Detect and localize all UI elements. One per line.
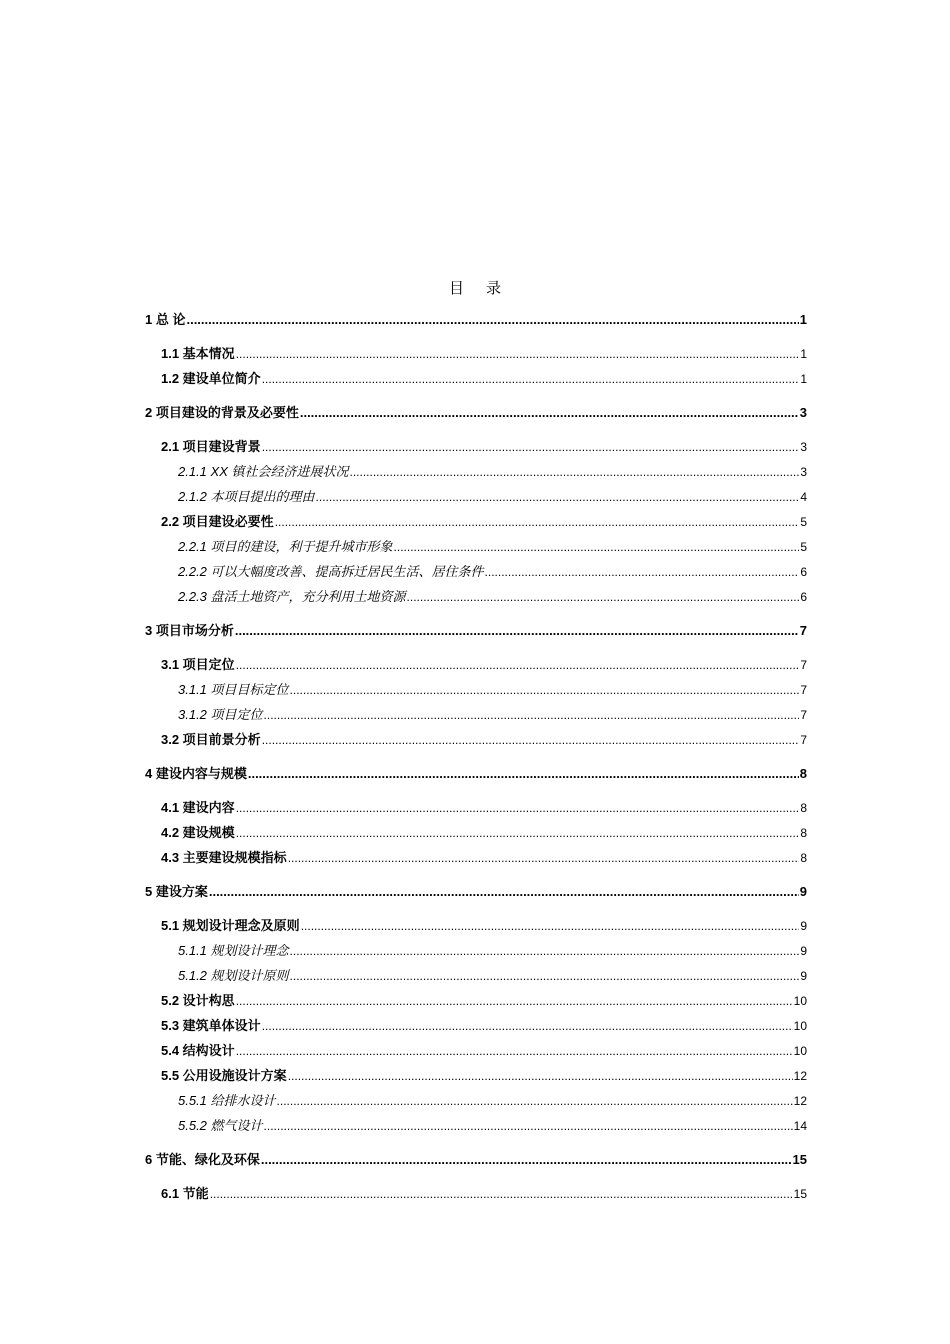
toc-leader-dots [236,798,800,818]
toc-leader-dots [300,403,799,423]
toc-leader-dots [235,621,799,641]
toc-entry-label: 1 总 论 [145,312,186,327]
toc-entry-label: 5.5.1 给排水设计 [178,1093,276,1108]
toc-entry[interactable] [161,1066,807,1086]
toc-entry-page: 6 [800,590,807,604]
toc-entry-label: 3.1.1 项目目标定位 [178,682,289,697]
toc-entry-label: 2.2.3 盘活土地资产，充分利用土地资源 [178,589,406,604]
toc-entry-label: 2 项目建设的背景及必要性 [145,405,299,420]
toc-leader-dots [290,941,800,961]
toc-entry-label: 3 项目市场分析 [145,623,234,638]
toc-entry[interactable] [178,562,807,582]
toc-leader-dots [277,1091,793,1111]
toc-entry-page: 14 [793,1119,807,1133]
toc-entry[interactable] [161,1016,807,1036]
toc-entry-page: 3 [800,465,807,479]
toc-entry[interactable] [145,1150,807,1170]
toc-leader-dots [262,369,800,389]
toc-entry-page: 7 [800,683,807,697]
toc-entry-label: 6 节能、绿化及环保 [145,1152,260,1167]
toc-entry-label: 2.1.2 本项目提出的理由 [178,489,315,504]
toc-entry-page: 10 [793,1019,807,1033]
toc-leader-dots [236,991,793,1011]
toc-entry-label: 5.2 设计构思 [161,993,235,1008]
toc-leader-dots [407,587,800,607]
toc-entry-label: 5 建设方案 [145,884,208,899]
toc-entry[interactable] [161,823,807,843]
toc-entry-page: 15 [792,1152,807,1167]
toc-entry-page: 6 [800,565,807,579]
toc-entry[interactable] [145,764,807,784]
toc-entry-page: 9 [800,969,807,983]
toc-entry-label: 2.2.2 可以大幅度改善、提高拆迁居民生活、居住条件 [178,564,484,579]
toc-entry-label: 3.2 项目前景分析 [161,732,261,747]
toc-leader-dots [264,705,800,725]
toc-leader-dots [248,764,799,784]
toc-entry[interactable] [178,705,807,725]
toc-leader-dots [209,882,799,902]
toc-entry-label: 2.2.1 项目的建设，利于提升城市形象 [178,539,393,554]
toc-entry[interactable] [178,587,807,607]
toc-heading-right: 录 [486,281,502,297]
toc-entry-page: 3 [800,440,807,454]
toc-entry-label: 3.1.2 项目定位 [178,707,263,722]
toc-entry-label: 4.2 建设规模 [161,825,235,840]
toc-leader-dots [236,655,800,675]
toc-entry-label: 1.2 建设单位简介 [161,371,261,386]
toc-entry-label: 5.5.2 燃气设计 [178,1118,263,1133]
toc-leader-dots [301,916,800,936]
toc-entry-label: 5.1.1 规划设计理念 [178,943,289,958]
toc-leader-dots [394,537,800,557]
toc-entry-page: 8 [799,766,807,781]
toc-entry-label: 2.2 项目建设必要性 [161,514,274,529]
toc-entry-page: 5 [800,515,807,529]
toc-leader-dots [264,1116,793,1136]
toc-entry[interactable] [161,437,807,457]
toc-entry-page: 9 [799,884,807,899]
toc-entry[interactable] [145,403,807,423]
toc-leader-dots [288,848,800,868]
toc-leader-dots [349,462,799,482]
toc-entry-label: 5.4 结构设计 [161,1043,235,1058]
toc-entry-page: 1 [800,347,807,361]
toc-entry[interactable] [161,655,807,675]
toc-entry-label: 4.3 主要建设规模指标 [161,850,287,865]
toc-entry-page: 5 [800,540,807,554]
toc-entry-page: 7 [800,658,807,672]
toc-heading [0,277,950,298]
toc-entry[interactable] [161,916,807,936]
toc-entry[interactable] [178,462,807,482]
toc-leader-dots [262,437,800,457]
toc-entry-label: 5.1 规划设计理念及原则 [161,918,300,933]
toc-leader-dots [261,1150,792,1170]
toc-entry-page: 1 [799,312,807,327]
toc-leader-dots [485,562,800,582]
toc-leader-dots [236,344,800,364]
toc-entry-page: 4 [800,490,807,504]
toc-entry-page: 7 [800,733,807,747]
toc-entry-page: 12 [793,1069,807,1083]
toc-entry[interactable] [178,966,807,986]
toc-leader-dots [275,512,800,532]
toc-leader-dots [288,1066,793,1086]
toc-entry[interactable] [178,487,807,507]
toc-leader-dots [186,310,798,330]
toc-leader-dots [236,823,800,843]
toc-entry-page: 9 [800,944,807,958]
toc-entry-label: 1.1 基本情况 [161,346,235,361]
toc-entry[interactable] [161,1184,807,1204]
toc-entry-label: 4.1 建设内容 [161,800,235,815]
toc-leader-dots [236,1041,793,1061]
toc-leader-dots [210,1184,793,1204]
toc-entry-label: 3.1 项目定位 [161,657,235,672]
toc-entry-label: 5.1.2 规划设计原则 [178,968,289,983]
toc-entry[interactable] [178,680,807,700]
toc-entry-label: 4 建设内容与规模 [145,766,247,781]
toc-entry[interactable] [161,848,807,868]
toc-entry-page: 3 [799,405,807,420]
toc-entry-page: 10 [793,994,807,1008]
toc-entry-label: 6.1 节能 [161,1186,209,1201]
toc-leader-dots [316,487,800,507]
toc-entry-label: 2.1 项目建设背景 [161,439,261,454]
toc-entry-page: 7 [800,708,807,722]
toc-entry[interactable] [178,941,807,961]
toc-entry[interactable] [161,1041,807,1061]
toc-heading-left: 目 [448,281,464,297]
toc-entry-page: 12 [793,1094,807,1108]
toc-entry[interactable] [178,537,807,557]
toc-entry[interactable] [178,1116,807,1136]
toc-leader-dots [262,1016,793,1036]
toc-entry-label: 5.3 建筑单体设计 [161,1018,261,1033]
toc-entry[interactable] [161,798,807,818]
toc-entry-page: 15 [793,1187,807,1201]
toc-entry[interactable] [145,310,807,330]
toc-entry-page: 8 [800,801,807,815]
toc-entry-page: 7 [799,623,807,638]
toc-entry[interactable] [145,882,807,902]
toc-entry[interactable] [161,991,807,1011]
toc-entry[interactable] [161,730,807,750]
toc-leader-dots [290,966,800,986]
toc-entry-label: 5.5 公用设施设计方案 [161,1068,287,1083]
toc-entry-page: 1 [800,372,807,386]
toc-entry[interactable] [161,512,807,532]
toc-entry[interactable] [145,621,807,641]
toc-entry-page: 8 [800,851,807,865]
toc-entry[interactable] [178,1091,807,1111]
toc-entry-page: 9 [800,919,807,933]
toc-entry-page: 10 [793,1044,807,1058]
toc-entry[interactable] [161,344,807,364]
toc-leader-dots [262,730,800,750]
toc-entry[interactable] [161,369,807,389]
toc-entry-page: 8 [800,826,807,840]
toc-entry-label: 2.1.1 XX 镇社会经济进展状况 [178,464,349,479]
toc-leader-dots [290,680,800,700]
